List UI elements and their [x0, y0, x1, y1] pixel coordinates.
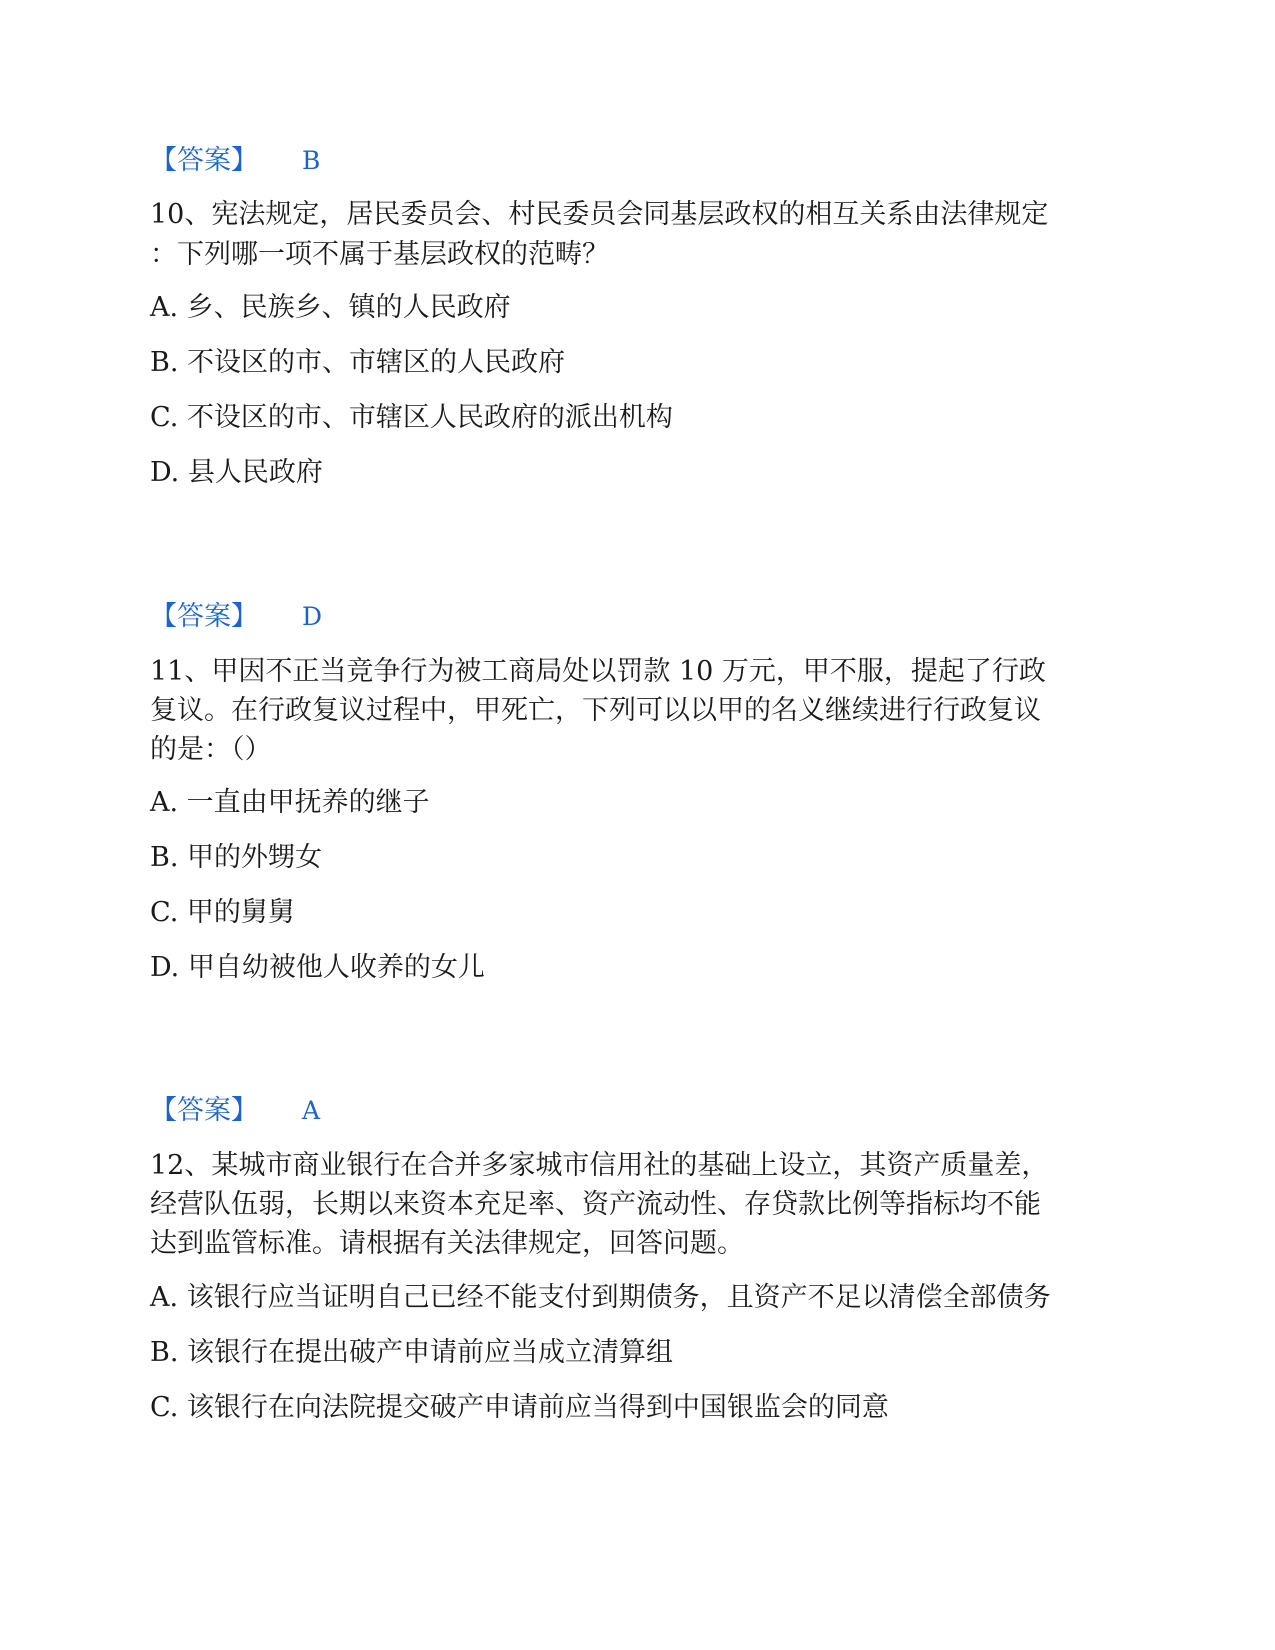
answer-label: 【答案】: [150, 601, 258, 632]
question-12-option-b: B. 该银行在提出破产申请前应当成立清算组: [150, 1337, 674, 1368]
question-12-option-a: A. 该银行应当证明自己已经不能支付到期债务，且资产不足以清偿全部债务: [150, 1282, 1051, 1313]
question-10-option-a: A. 乡、民族乡、镇的人民政府: [150, 292, 511, 323]
question-10-option-c: C. 不设区的市、市辖区人民政府的派出机构: [150, 402, 673, 433]
question-11-line-1: 11、甲因不正当竞争行为被工商局处以罚款 10 万元，甲不服，提起了行政: [150, 656, 1046, 687]
question-11-option-a: A. 一直由甲抚养的继子: [150, 787, 430, 818]
question-11-option-b: B. 甲的外甥女: [150, 842, 323, 873]
answer-row-1: [150, 143, 320, 179]
question-10-option-b: B. 不设区的市、市辖区的人民政府: [150, 347, 566, 378]
question-10-option-d: D. 县人民政府: [150, 457, 323, 488]
question-11-line-2: 复议。在行政复议过程中，甲死亡，下列可以以甲的名义继续进行行政复议: [150, 695, 1041, 726]
question-12-line-1: 12、某城市商业银行在合并多家城市信用社的基础上设立，其资产质量差，: [150, 1150, 1049, 1181]
answer-row-2: [150, 599, 322, 635]
answer-label: 【答案】: [150, 145, 258, 176]
question-10-line-2: ：下列哪一项不属于基层政权的范畴？: [150, 239, 609, 270]
answer-label: 【答案】: [150, 1095, 258, 1126]
question-12-option-c: C. 该银行在向法院提交破产申请前应当得到中国银监会的同意: [150, 1392, 889, 1423]
question-11-option-d: D. 甲自幼被他人收养的女儿: [150, 952, 485, 983]
question-11-line-3: 的是：（）: [150, 734, 272, 765]
answer-value: B: [302, 146, 321, 175]
question-12-line-2: 经营队伍弱，长期以来资本充足率、资产流动性、存贷款比例等指标均不能: [150, 1189, 1041, 1220]
question-11-option-c: C. 甲的舅舅: [150, 897, 295, 928]
question-10-line-1: 10、宪法规定，居民委员会、村民委员会同基层政权的相互关系由法律规定: [150, 199, 1049, 230]
answer-value: A: [302, 1096, 321, 1125]
answer-value: D: [302, 602, 323, 631]
answer-row-3: [150, 1093, 320, 1129]
question-12-line-3: 达到监管标准。请根据有关法律规定，回答问题。: [150, 1228, 744, 1259]
